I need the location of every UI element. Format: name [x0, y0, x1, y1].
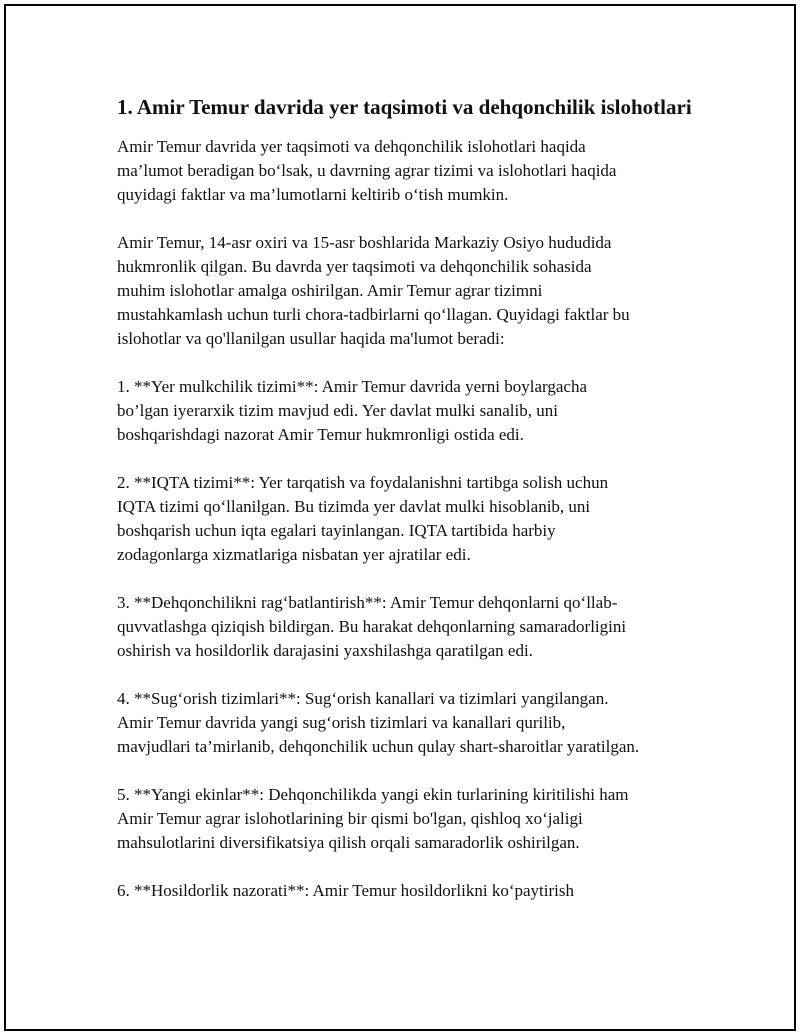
list-item-yield-control: 6. **Hosildorlik nazorati**: Amir Temur hosildorlikni ko‘paytirish	[117, 881, 574, 900]
list-item-irrigation: 4. **Sug‘orish tizimlari**: Sug‘orish kanallari va tizimlari yangilangan. Amir Temur davrida yangi sug‘orish tizimlari va kanallari qurilib, mavjudlari ta’mirlanib, dehqonchilik uchun qulay shart-sharoitlar yaratilgan.	[117, 689, 640, 756]
document-title: 1. Amir Temur davrida yer taqsimoti va dehqonchilik islohotlari	[117, 95, 692, 119]
list-item-iqta-system: 2. **IQTA tizimi**: Yer tarqatish va foydalanishni tartibga solish uchun IQTA tizimi qo‘llanilgan. Bu tizimda yer davlat mulki hisoblanib, uni boshqarish uchun iqta egalari tayinlangan. IQTA tartibida harbiy zodagonlarga xizmatlariga nisbatan yer ajratilar edi.	[117, 473, 609, 564]
context-paragraph: Amir Temur, 14-asr oxiri va 15-asr boshlarida Markaziy Osiyo hududida hukmronlik qilgan. Bu davrda yer taqsimoti va dehqonchilik sohasida muhim islohotlar amalga oshirilgan. Amir Temur agrar tizimni mustahkamlash uchun turli chora-tadbirlarni qo‘llagan. Quyidagi faktlar bu islohotlar va qo'llanilgan usullar haqida ma'lumot beradi:	[117, 233, 630, 348]
list-item-farming-incentives: 3. **Dehqonchilikni rag‘batlantirish**: Amir Temur dehqonlarni qo‘llab- quvvatlashga qiziqish bildirgan. Bu harakat dehqonlarning samaradorligini oshirish va hosildorlik darajasini yaxshilashga qaratilgan edi.	[117, 593, 627, 660]
intro-paragraph: Amir Temur davrida yer taqsimoti va dehqonchilik islohotlari haqida ma’lumot beradigan bo‘lsak, u davrning agrar tizimi va islohotlari haqida quyidagi faktlar va ma’lumotlarni keltirib o‘tish mumkin.	[117, 137, 617, 204]
list-item-land-ownership: 1. **Yer mulkchilik tizimi**: Amir Temur davrida yerni boylargacha bo’lgan iyerarxik tizim mavjud edi. Yer davlat mulki sanalib, uni boshqarishdagi nazorat Amir Temur hukmronligi ostida edi.	[117, 377, 588, 444]
list-item-new-crops: 5. **Yangi ekinlar**: Dehqonchilikda yangi ekin turlarining kiritilishi ham Amir Temur agrar islohotlarining bir qismi bo'lgan, qishloq xo‘jaligi mahsulotlarini diversifikatsiya qilish orqali samaradorlik oshirilgan.	[117, 785, 629, 852]
document-body	[117, 93, 717, 927]
